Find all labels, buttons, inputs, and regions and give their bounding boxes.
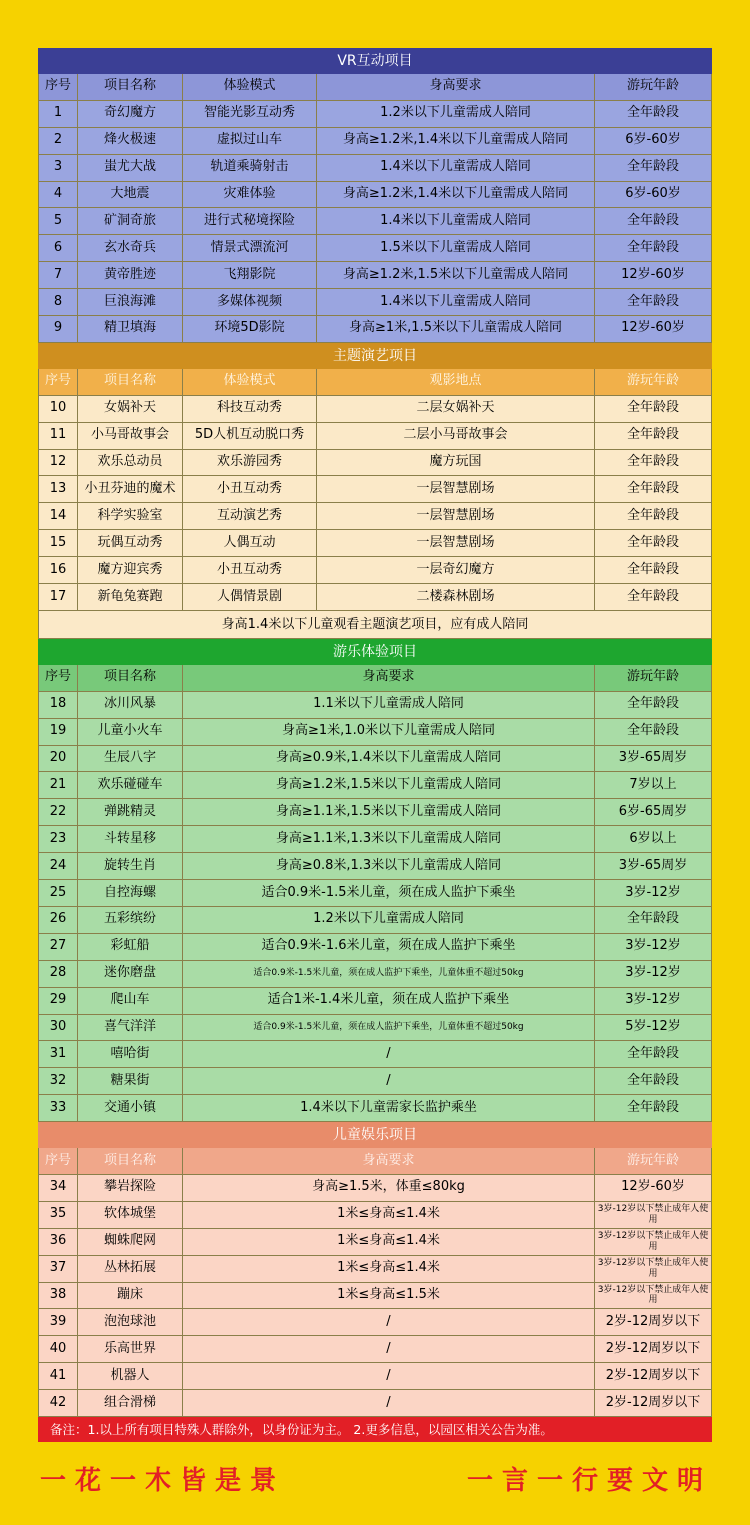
table-cell: 人偶互动 [183,530,317,556]
table-cell: 身高≥1米,1.0米以下儿童需成人陪同 [183,719,595,745]
table-row [38,1256,712,1283]
table-cell: 36 [38,1229,78,1255]
table-cell: 灾难体验 [183,182,317,208]
table-cell: 情景式漂流河 [183,235,317,261]
table-cell: 全年龄段 [595,692,712,718]
table-cell: 42 [38,1390,78,1416]
table-cell: 10 [38,396,78,422]
slogan [40,1460,712,1497]
table-cell: 3岁-12岁 [595,880,712,906]
table-cell: 3岁-12岁以下禁止成年人使用 [595,1229,712,1255]
show-rows [38,396,712,611]
table-cell: 身高≥1.1米,1.5米以下儿童需成人陪同 [183,799,595,825]
slogan-left: 一花一木皆是景 [40,1466,286,1496]
table-row [38,396,712,423]
table-row [38,1283,712,1310]
table-cell: 生辰八字 [78,746,183,772]
table-cell: 33 [38,1095,78,1121]
table-cell: 27 [38,934,78,960]
table-cell: 3岁-12岁以下禁止成年人使用 [595,1256,712,1282]
table-row [38,262,712,289]
table-cell: 身高≥1.2米,1.5米以下儿童需成人陪同 [183,772,595,798]
table-cell: 6岁-60岁 [595,128,712,154]
table-cell: 34 [38,1175,78,1201]
table-cell: 科学实验室 [78,503,183,529]
table-cell: 全年龄段 [595,584,712,610]
table-cell: 飞翔影院 [183,262,317,288]
header-cell: 体验模式 [183,369,317,395]
rules-board [38,48,712,1442]
table-cell: 斗转星移 [78,826,183,852]
table-cell: 小丑互动秀 [183,476,317,502]
vr-rows [38,101,712,343]
table-row [38,1202,712,1229]
table-cell: 环境5D影院 [183,316,317,342]
table-cell: 科技互动秀 [183,396,317,422]
table-cell: 7 [38,262,78,288]
table-row [38,1095,712,1122]
table-cell: 机器人 [78,1363,183,1389]
header-cell: 序号 [38,369,78,395]
table-cell: 交通小镇 [78,1095,183,1121]
remark-banner: 备注：1.以上所有项目特殊人群除外，以身份证为主。 2.更多信息，以园区相关公告为准。 [38,1417,712,1442]
table-row [38,503,712,530]
table-cell: 适合0.9米-1.5米儿童，须在成人监护下乘坐 [183,880,595,906]
table-cell: 蜘蛛爬网 [78,1229,183,1255]
table-cell: 嘻哈街 [78,1041,183,1067]
table-cell: 全年龄段 [595,1041,712,1067]
table-cell: 玄水奇兵 [78,235,183,261]
table-cell: 3岁-65周岁 [595,853,712,879]
table-row [38,961,712,988]
table-cell: 1.4米以下儿童需成人陪同 [317,289,595,315]
table-cell: 1.4米以下儿童需成人陪同 [317,155,595,181]
table-cell: 身高≥1.2米,1.4米以下儿童需成人陪同 [317,128,595,154]
table-cell: 乐高世界 [78,1336,183,1362]
table-row [38,1041,712,1068]
table-cell: 全年龄段 [595,101,712,127]
section-title: 主题演艺项目 [38,343,712,369]
vr-section [38,48,712,343]
table-cell: 大地震 [78,182,183,208]
table-row [38,450,712,477]
header-cell: 身高要求 [183,1148,595,1174]
header-cell: 序号 [38,665,78,691]
table-cell: 虚拟过山车 [183,128,317,154]
table-cell: 1.5米以下儿童需成人陪同 [317,235,595,261]
table-row [38,799,712,826]
table-row [38,988,712,1015]
table-cell: 1.4米以下儿童需家长监护乘坐 [183,1095,595,1121]
table-cell: 24 [38,853,78,879]
table-cell: 2岁-12周岁以下 [595,1363,712,1389]
table-cell: 39 [38,1309,78,1335]
table-cell: 1.2米以下儿童需成人陪同 [317,101,595,127]
table-cell: 奇幻魔方 [78,101,183,127]
table-row [38,235,712,262]
table-cell: 1米≤身高≤1.5米 [183,1283,595,1309]
table-row [38,880,712,907]
table-cell: 身高≥1.1米,1.3米以下儿童需成人陪同 [183,826,595,852]
table-cell: 全年龄段 [595,503,712,529]
table-cell: 3岁-12岁以下禁止成年人使用 [595,1202,712,1228]
table-cell: 欢乐游园秀 [183,450,317,476]
table-cell: 29 [38,988,78,1014]
table-cell: 全年龄段 [595,907,712,933]
table-cell: 矿洞奇旅 [78,208,183,234]
table-cell: 烽火极速 [78,128,183,154]
table-cell: 魔方玩国 [317,450,595,476]
table-row [38,719,712,746]
table-cell: 玩偶互动秀 [78,530,183,556]
table-cell: 人偶情景剧 [183,584,317,610]
table-cell: 1 [38,101,78,127]
table-cell: 19 [38,719,78,745]
table-cell: 5岁-12岁 [595,1015,712,1041]
ride-rows [38,692,712,1122]
table-cell: 25 [38,880,78,906]
table-cell: 8 [38,289,78,315]
table-cell: 全年龄段 [595,396,712,422]
table-cell: 11 [38,423,78,449]
table-cell: 进行式秘境探险 [183,208,317,234]
table-cell: 糖果街 [78,1068,183,1094]
table-cell: 全年龄段 [595,1068,712,1094]
table-cell: 1.4米以下儿童需成人陪同 [317,208,595,234]
table-row [38,907,712,934]
table-cell: 全年龄段 [595,208,712,234]
table-cell: 组合滑梯 [78,1390,183,1416]
table-cell: 4 [38,182,78,208]
table-cell: 全年龄段 [595,450,712,476]
section-title: 儿童娱乐项目 [38,1122,712,1148]
table-row [38,182,712,209]
kids-rows [38,1175,712,1417]
header-cell: 体验模式 [183,74,317,100]
table-cell: 1.1米以下儿童需成人陪同 [183,692,595,718]
table-cell: 13 [38,476,78,502]
table-cell: 9 [38,316,78,342]
header-cell: 项目名称 [78,74,183,100]
table-cell: 身高≥0.9米,1.4米以下儿童需成人陪同 [183,746,595,772]
table-cell: 小丑互动秀 [183,557,317,583]
table-cell: 3岁-65周岁 [595,746,712,772]
table-cell: 智能光影互动秀 [183,101,317,127]
table-cell: 巨浪海滩 [78,289,183,315]
table-cell: 21 [38,772,78,798]
ride-section [38,639,712,1122]
table-cell: 身高≥1.2米,1.5米以下儿童需成人陪同 [317,262,595,288]
table-cell: 适合0.9米-1.5米儿童，须在成人监护下乘坐，儿童体重不超过50kg [183,961,595,987]
table-cell: 12岁-60岁 [595,316,712,342]
table-cell: 15 [38,530,78,556]
header-cell: 项目名称 [78,665,183,691]
table-cell: 小马哥故事会 [78,423,183,449]
table-cell: 30 [38,1015,78,1041]
table-cell: 全年龄段 [595,1095,712,1121]
kids-section [38,1122,712,1417]
table-cell: 7岁以上 [595,772,712,798]
table-cell: 精卫填海 [78,316,183,342]
table-header [38,74,712,101]
table-row [38,1015,712,1042]
table-cell: 儿童小火车 [78,719,183,745]
table-cell: 一层智慧剧场 [317,476,595,502]
table-row [38,1363,712,1390]
header-cell: 身高要求 [183,665,595,691]
table-cell: 旋转生肖 [78,853,183,879]
section-title: VR互动项目 [38,48,712,74]
show-note: 身高1.4米以下儿童观看主题演艺项目，应有成人陪同 [38,611,712,639]
table-row [38,1175,712,1202]
table-cell: 28 [38,961,78,987]
table-cell: 多媒体视频 [183,289,317,315]
table-row [38,826,712,853]
table-row [38,208,712,235]
table-row [38,530,712,557]
table-cell: 1米≤身高≤1.4米 [183,1202,595,1228]
table-row [38,423,712,450]
table-cell: 37 [38,1256,78,1282]
table-cell: 喜气洋洋 [78,1015,183,1041]
table-cell: 全年龄段 [595,423,712,449]
show-section [38,343,712,639]
slogan-right: 一言一行要文明 [466,1466,712,1496]
table-cell: 12 [38,450,78,476]
table-cell: 五彩缤纷 [78,907,183,933]
table-cell: 女娲补天 [78,396,183,422]
table-cell: 迷你磨盘 [78,961,183,987]
table-cell: 弹跳精灵 [78,799,183,825]
table-cell: 14 [38,503,78,529]
table-cell: 17 [38,584,78,610]
table-cell: / [183,1363,595,1389]
table-cell: 二层女娲补天 [317,396,595,422]
table-cell: 攀岩探险 [78,1175,183,1201]
table-cell: 身高≥0.8米,1.3米以下儿童需成人陪同 [183,853,595,879]
header-cell: 观影地点 [317,369,595,395]
table-cell: 2 [38,128,78,154]
table-cell: 小丑芬迪的魔术 [78,476,183,502]
table-header [38,369,712,396]
table-cell: 适合0.9米-1.5米儿童，须在成人监护下乘坐，儿童体重不超过50kg [183,1015,595,1041]
header-cell: 序号 [38,74,78,100]
table-cell: 35 [38,1202,78,1228]
table-cell: 1.2米以下儿童需成人陪同 [183,907,595,933]
table-cell: 二层小马哥故事会 [317,423,595,449]
table-cell: 丛林拓展 [78,1256,183,1282]
header-cell: 项目名称 [78,369,183,395]
table-row [38,316,712,343]
table-cell: 16 [38,557,78,583]
table-cell: 22 [38,799,78,825]
table-cell: 5D人机互动脱口秀 [183,423,317,449]
table-cell: 二楼森林剧场 [317,584,595,610]
table-cell: 全年龄段 [595,557,712,583]
table-cell: 2岁-12周岁以下 [595,1309,712,1335]
table-row [38,1309,712,1336]
table-cell: 适合1米-1.4米儿童，须在成人监护下乘坐 [183,988,595,1014]
header-cell: 项目名称 [78,1148,183,1174]
header-cell: 游玩年龄 [595,665,712,691]
table-cell: 3岁-12岁 [595,988,712,1014]
table-cell: 5 [38,208,78,234]
table-cell: 一层智慧剧场 [317,530,595,556]
table-row [38,1068,712,1095]
table-row [38,101,712,128]
header-cell: 身高要求 [317,74,595,100]
table-row [38,1336,712,1363]
table-cell: 全年龄段 [595,476,712,502]
table-row [38,692,712,719]
table-cell: / [183,1068,595,1094]
table-cell: 蚩尤大战 [78,155,183,181]
table-cell: 1米≤身高≤1.4米 [183,1256,595,1282]
table-row [38,128,712,155]
table-cell: 41 [38,1363,78,1389]
table-row [38,155,712,182]
table-cell: / [183,1309,595,1335]
table-cell: 欢乐总动员 [78,450,183,476]
table-cell: 6岁-60岁 [595,182,712,208]
header-cell: 游玩年龄 [595,369,712,395]
table-cell: 3 [38,155,78,181]
table-cell: 黄帝胜迹 [78,262,183,288]
table-cell: 3岁-12岁 [595,934,712,960]
table-cell: 全年龄段 [595,235,712,261]
section-title: 游乐体验项目 [38,639,712,665]
table-cell: 彩虹船 [78,934,183,960]
table-cell: 26 [38,907,78,933]
table-cell: 全年龄段 [595,289,712,315]
table-cell: 2岁-12周岁以下 [595,1336,712,1362]
table-cell: 全年龄段 [595,530,712,556]
table-cell: 6 [38,235,78,261]
table-cell: 6岁-65周岁 [595,799,712,825]
table-cell: 12岁-60岁 [595,1175,712,1201]
table-cell: 3岁-12岁以下禁止成年人使用 [595,1283,712,1309]
table-cell: 38 [38,1283,78,1309]
table-cell: 3岁-12岁 [595,961,712,987]
table-row [38,1229,712,1256]
table-cell: 全年龄段 [595,719,712,745]
table-cell: 全年龄段 [595,155,712,181]
table-cell: 自控海螺 [78,880,183,906]
table-cell: 身高≥1.5米，体重≤80kg [183,1175,595,1201]
header-cell: 序号 [38,1148,78,1174]
table-cell: 一层奇幻魔方 [317,557,595,583]
table-cell: 新龟兔赛跑 [78,584,183,610]
table-cell: 40 [38,1336,78,1362]
header-cell: 游玩年龄 [595,1148,712,1174]
table-cell: 泡泡球池 [78,1309,183,1335]
table-cell: 魔方迎宾秀 [78,557,183,583]
table-cell: 蹦床 [78,1283,183,1309]
table-row [38,289,712,316]
table-cell: / [183,1041,595,1067]
table-cell: 2岁-12周岁以下 [595,1390,712,1416]
table-cell: 软体城堡 [78,1202,183,1228]
table-row [38,746,712,773]
table-cell: 欢乐碰碰车 [78,772,183,798]
table-cell: 32 [38,1068,78,1094]
table-row [38,1390,712,1417]
table-cell: 适合0.9米-1.6米儿童，须在成人监护下乘坐 [183,934,595,960]
table-row [38,772,712,799]
table-row [38,476,712,503]
table-row [38,584,712,611]
table-cell: 6岁以上 [595,826,712,852]
table-cell: 31 [38,1041,78,1067]
table-cell: 身高≥1.2米,1.4米以下儿童需成人陪同 [317,182,595,208]
table-row [38,853,712,880]
table-row [38,557,712,584]
table-cell: 轨道乘骑射击 [183,155,317,181]
header-cell: 游玩年龄 [595,74,712,100]
table-cell: 互动演艺秀 [183,503,317,529]
table-row [38,934,712,961]
table-cell: / [183,1336,595,1362]
table-cell: 1米≤身高≤1.4米 [183,1229,595,1255]
table-cell: 爬山车 [78,988,183,1014]
table-cell: 18 [38,692,78,718]
table-cell: 20 [38,746,78,772]
table-cell: 12岁-60岁 [595,262,712,288]
table-cell: 一层智慧剧场 [317,503,595,529]
table-cell: / [183,1390,595,1416]
table-cell: 冰川风暴 [78,692,183,718]
table-cell: 23 [38,826,78,852]
table-header [38,665,712,692]
table-header [38,1148,712,1175]
table-cell: 身高≥1米,1.5米以下儿童需成人陪同 [317,316,595,342]
